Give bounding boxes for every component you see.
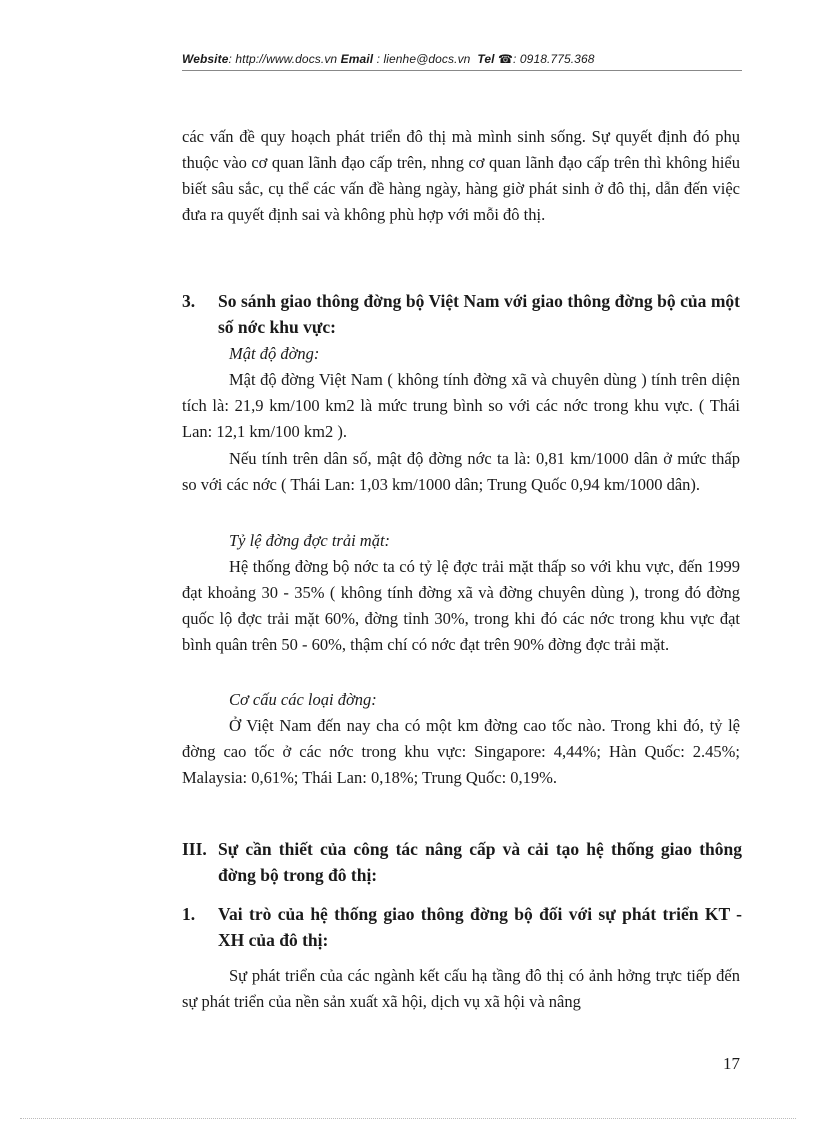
page-header bbox=[182, 52, 742, 70]
header-divider bbox=[182, 70, 742, 71]
paragraph-density-population: Nếu tính trên dân số, mật độ đờng nớc ta là: 0,81 km/1000 dân ở mức thấp so với các nớc ( Thái Lan: 1,03 km/1000 dân; Trung Quốc 0,94 km/1000 dân). bbox=[182, 449, 740, 494]
footer-divider bbox=[20, 1118, 796, 1119]
section-1-number: 1. bbox=[182, 904, 196, 924]
tel-label: Tel bbox=[477, 52, 495, 66]
section-3-title: So sánh giao thông đờng bộ Việt Nam với giao thông đờng bộ của một số nớc khu vực: bbox=[218, 291, 740, 337]
email-label: Email bbox=[340, 52, 374, 66]
page-number: 17 bbox=[723, 1054, 740, 1073]
paragraph-continuation: các vấn đề quy hoạch phát triển đô thị mà mình sinh sống. Sự quyết định đó phụ thuộc vào cơ quan lãnh đạo cấp trên, nhng cơ quan lãnh đạo cấp trên thì không hiểu biết sâu sắc, cụ thể các vấn đề hàng ngày, hàng giờ phát sinh ở đô thị, dẫn đến việc đưa ra quyết định sai và không phù hợp với mỗi đô thị. bbox=[182, 127, 740, 224]
email-value: : lienhe@docs.vn bbox=[376, 52, 471, 66]
paragraph-density-area: Mật độ đờng Việt Nam ( không tính đờng xã và chuyên dùng ) tính trên diện tích là: 21,9 km/100 km2 là mức trung bình so với các nớc trong khu vực. ( Thái Lan: 12,1 km/100 km2 ). bbox=[182, 370, 740, 441]
paragraph-road-structure: Ở Việt Nam đến nay cha có một km đờng cao tốc nào. Trong khi đó, tỷ lệ đờng cao tốc ở các nớc trong khu vực: Singapore: 4,44%; Hàn Quốc: 2.45%; Malaysia: 0,61%; Thái Lan: 0,18%; Trung Quốc: 0,19%. bbox=[182, 716, 740, 787]
section-3-number: 3. bbox=[182, 291, 196, 311]
website-value: : http://www.docs.vn bbox=[228, 52, 338, 66]
subheading-road-density: Mật độ đờng: bbox=[229, 344, 320, 363]
paragraph-role: Sự phát triển của các ngành kết cấu hạ tầng đô thị có ảnh hởng trực tiếp đến sự phát triển của nền sản xuất xã hội, dịch vụ xã hội và nâng bbox=[182, 966, 740, 1011]
tel-value: : 0918.775.368 bbox=[513, 52, 595, 66]
section-III-number: III. bbox=[182, 839, 207, 859]
website-label: Website bbox=[182, 52, 229, 66]
section-1-title: Vai trò của hệ thống giao thông đờng bộ đối với sự phát triển KT - XH của đô thị: bbox=[218, 904, 742, 950]
paragraph-paved-ratio: Hệ thống đờng bộ nớc ta có tỷ lệ đợc trải mặt thấp so với khu vực, đến 1999 đạt khoảng 30 - 35% ( không tính đờng xã và đờng chuyên dùng ), trong đó đờng quốc lộ đợc trải mặt 60%, đờng tỉnh 30%, trong khi đó các nớc trong khu vực đạt bình quân trên 50 - 60%, thậm chí có nớc đạt trên 90% đờng đợc trải mặt. bbox=[182, 557, 740, 654]
section-III-title: Sự cần thiết của công tác nâng cấp và cải tạo hệ thống giao thông đờng bộ trong đô thị: bbox=[218, 839, 742, 885]
subheading-road-structure: Cơ cấu các loại đờng: bbox=[229, 690, 377, 709]
subheading-paved-ratio: Tỷ lệ đờng đợc trải mặt: bbox=[229, 531, 391, 550]
telephone-icon: ☎ bbox=[497, 52, 514, 66]
